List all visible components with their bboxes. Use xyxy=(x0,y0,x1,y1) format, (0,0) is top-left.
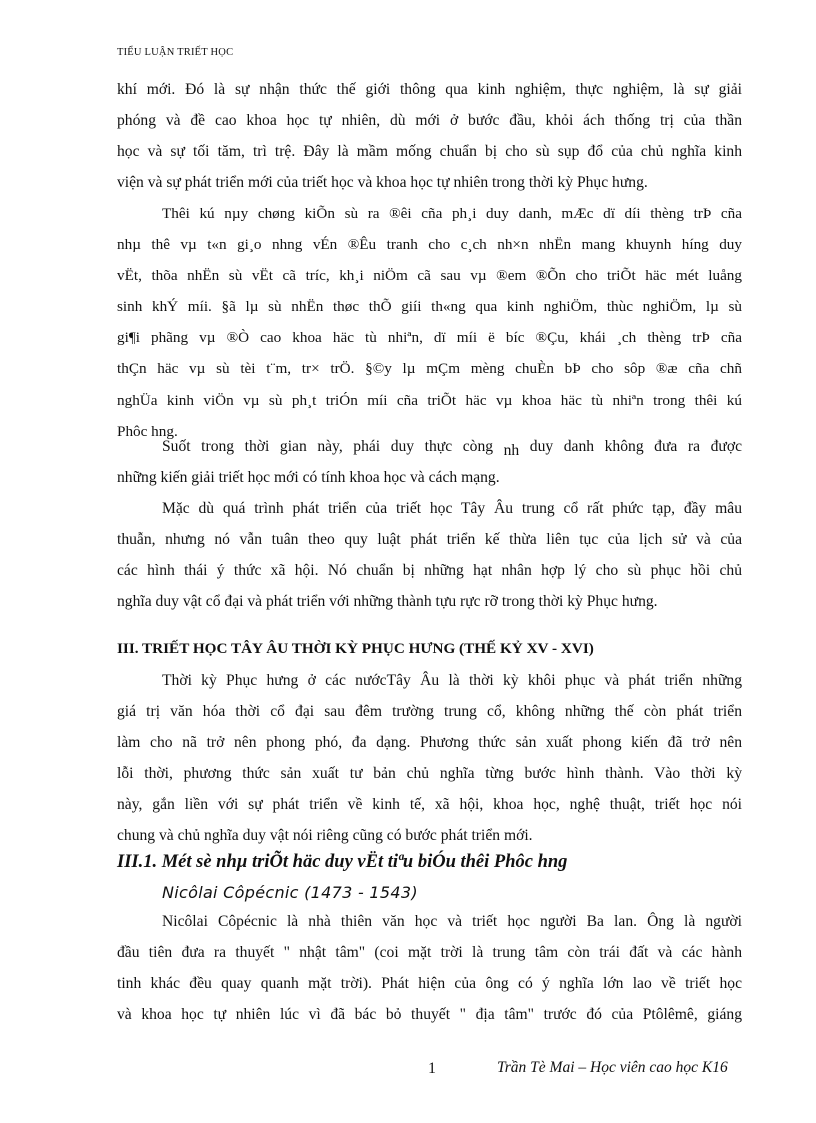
text-line: làm cho nã trở nên phong phó, đa dạng. Phương thức sản xuất phong kiến đã trở nên xyxy=(117,734,742,752)
text-line: Thời kỳ Phục hưng ở các nướcTây Âu là thời kỳ khôi phục và phát triển những xyxy=(162,672,742,689)
text-line: những kiến giải triết học mới có tính khoa học và cách mạng. xyxy=(117,469,500,487)
subsection-heading: III.1. Mét sè nhµ triÕt häc duy vËt tiªu biÓu thêi Phôc hng xyxy=(117,852,568,872)
text-line: này, gắn liền với sự phát triển về kinh tế, xã hội, khoa học, nghệ thuật, triết học nói xyxy=(117,796,742,814)
text-line: Thêi kú nµy chøng kiÕn sù ra ®êi cña ph¸i duy danh, mÆc dï díi thèng trÞ cña xyxy=(162,205,742,222)
paragraph-6 xyxy=(117,906,742,1030)
paragraph-2-encoded xyxy=(117,198,742,447)
text-line: giá trị văn hóa thời cổ đại sau đêm trường trung cổ, không những thế còn phát triển xyxy=(117,703,742,721)
paragraph-1 xyxy=(117,74,742,198)
text-line: lỗi thời, phương thức sản xuất tư bản chủ nghĩa từng bước hình thành. Vào thời kỳ xyxy=(117,765,742,783)
text-line: sinh khÝ míi. §ã lµ sù nhËn thøc thÕ giíi th«ng qua kinh nghiÖm, thùc nghiÖm, lµ sù xyxy=(117,298,742,316)
section-heading: III. TRIẾT HỌC TÂY ÂU THỜI KỲ PHỤC HƯNG (THẾ KỶ XV - XVI) xyxy=(117,640,594,657)
footer-author: Trần Tè Mai – Học viên cao học K16 xyxy=(497,1059,728,1076)
text-line: học và sự tối tăm, trì trệ. Đây là mầm mống chuẩn bị cho sù sụp đổ của chủ nghĩa kinh xyxy=(117,143,742,161)
document-header: TIỂU LUẬN TRIẾT HỌC xyxy=(117,47,234,58)
paragraph-5 xyxy=(117,665,742,852)
text-line: chung và chủ nghĩa duy vật nói riêng cũng có bước phát triển mới. xyxy=(117,827,533,845)
text-line: Mặc dù quá trình phát triển của triết học Tây Âu trung cổ rất phức tạp, đầy mâu xyxy=(162,500,742,517)
text-line: gi¶i phãng vµ ®Ò cao khoa häc tù nhiªn, dï míi ë bíc ®Çu, khái ¸ch thèng trÞ cña xyxy=(117,329,742,347)
text-line: phóng và đề cao khoa học tự nhiên, dù mới ở bước đầu, khỏi ách thống trị của thần xyxy=(117,112,742,130)
line-text-a: Suốt trong thời gian này, phái duy thực còng xyxy=(162,438,494,455)
text-line: khí mới. Đó là sự nhận thức thế giới thông qua kinh nghiệm, thực nghiệm, là sự giải xyxy=(117,81,742,98)
paragraph-4 xyxy=(117,493,742,617)
text-line: nghÜa kinh viÖn vµ sù ph¸t triÓn míi cña triÕt häc vµ khoa häc tù nhiªn trong thêi kú xyxy=(117,391,742,409)
text-line: nhµ thê vµ t«n gi¸o nhng vÉn ®Êu tranh cho c¸ch nh×n nhËn mang khuynh híng duy xyxy=(117,236,742,254)
text-line: nghĩa duy vật cổ đại và phát triển với những thành tựu rực rỡ trong thời kỳ Phục hưng. xyxy=(117,593,658,611)
line-text-sub: nh xyxy=(503,442,520,459)
text-line: các hình thái ý thức xã hội. Nó chuẩn bị những hạt nhân hợp lý cho sù phục hồi chủ xyxy=(117,562,742,580)
text-line: thuẫn, nhưng nó vẫn tuân theo quy luật phát triển kế thừa liên tục của lịch sử và của xyxy=(117,531,742,549)
text-line: và khoa học tự nhiên lúc vì đã bác bỏ thuyết " địa tâm" trước đó của Ptôlêmê, giáng xyxy=(117,1006,742,1024)
text-line: tinh khác đều quay quanh mặt trời). Phát hiện của ông có ý nghĩa lớn lao về triết học xyxy=(117,975,742,993)
text-line: đầu tiên đưa ra thuyết " nhật tâm" (coi mặt trời là trung tâm còn trái đất và các hành xyxy=(117,944,742,962)
paragraph-3 xyxy=(117,431,742,493)
text-line: thÇn häc vµ sù tèi t¨m, tr× trÖ. §©y lµ mÇm mèng chuÈn bÞ cho sôp ®æ cña chñ xyxy=(117,360,742,378)
person-heading: Nicôlai Côpécnic (1473 - 1543) xyxy=(162,883,418,902)
text-line: viện và sự phát triển mới của triết học và khoa học tự nhiên trong thời kỳ Phục hưng. xyxy=(117,174,648,192)
text-line: Phôc hng. xyxy=(117,422,178,440)
line-text-b: duy danh không đưa ra được xyxy=(529,438,743,455)
page-number: 1 xyxy=(428,1060,436,1077)
text-line xyxy=(117,431,742,462)
text-line: vËt, thõa nhËn sù vËt cã tríc, kh¸i niÖm cã sau vµ ®em ®Õn cho triÕt häc mét luång xyxy=(117,267,742,285)
text-line: Nicôlai Côpécnic là nhà thiên văn học và triết học người Ba lan. Ông là người xyxy=(162,913,742,930)
